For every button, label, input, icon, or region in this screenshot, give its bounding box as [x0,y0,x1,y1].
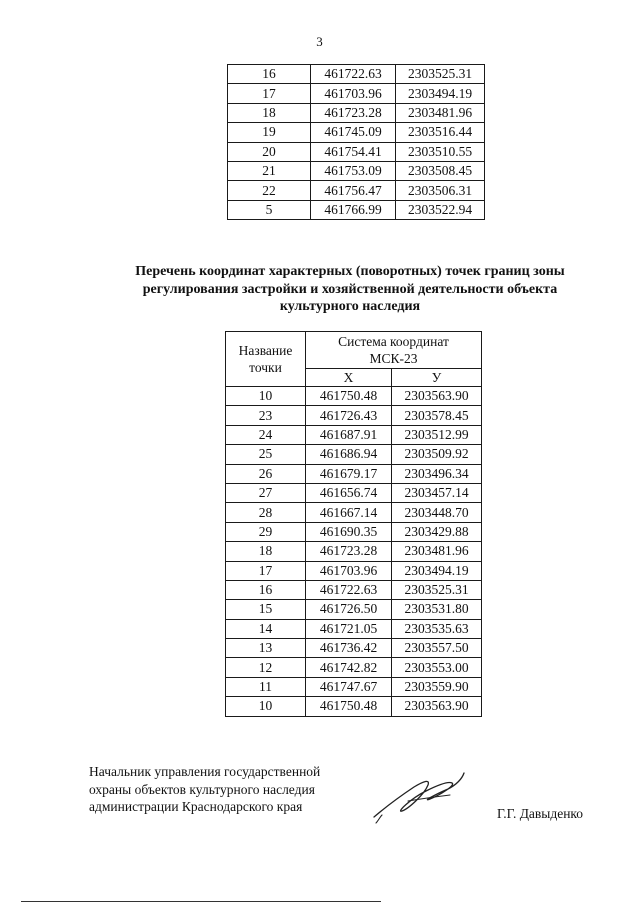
x-coordinate-cell: 461753.09 [311,161,396,180]
point-name-cell: 26 [226,464,306,483]
point-name-cell: 10 [226,697,306,716]
table-row [228,142,485,161]
x-coordinate-cell: 461766.99 [311,200,396,219]
table-row [228,65,485,84]
y-coordinate-cell: 2303448.70 [392,503,482,522]
y-coordinate-cell: 2303510.55 [396,142,485,161]
y-coordinate-cell: 2303481.96 [392,542,482,561]
point-name-cell: 19 [228,123,311,142]
point-name-cell: 13 [226,639,306,658]
y-coordinate-cell: 2303509.92 [392,445,482,464]
y-coordinate-cell: 2303522.94 [396,200,485,219]
y-coordinate-cell: 2303496.34 [392,464,482,483]
heading-line-1: Перечень координат характерных (поворотных) точек границ зоны [135,264,565,279]
point-name-cell: 24 [226,425,306,444]
point-name-cell: 29 [226,522,306,541]
table-row [226,600,482,619]
point-name-cell: 18 [228,103,311,122]
x-coordinate-cell: 461687.91 [306,425,392,444]
table-row [228,161,485,180]
table-row [228,103,485,122]
table-row [226,406,482,425]
coordinates-table [225,331,482,717]
x-coordinate-cell: 461722.63 [311,65,396,84]
point-name-cell: 17 [228,84,311,103]
table-row [226,580,482,599]
table-row [226,464,482,483]
point-name-cell: 15 [226,600,306,619]
heading-line-3: культурного наследия [279,299,421,314]
y-coordinate-cell: 2303457.14 [392,483,482,502]
column-header-coordinate-system: Система координат МСК-23 [306,332,482,369]
table-row [226,619,482,638]
signature-title-line-3: администрации Краснодарского края [89,799,303,814]
y-coordinate-cell: 2303559.90 [392,677,482,696]
x-coordinate-cell: 461747.67 [306,677,392,696]
point-name-cell: 20 [228,142,311,161]
y-coordinate-cell: 2303563.90 [392,387,482,406]
x-coordinate-cell: 461703.96 [306,561,392,580]
x-coordinate-cell: 461750.48 [306,697,392,716]
column-header-x: X [306,369,392,387]
point-name-cell: 12 [226,658,306,677]
x-coordinate-cell: 461726.43 [306,406,392,425]
table-row [228,123,485,142]
x-coordinate-cell: 461754.41 [311,142,396,161]
point-name-cell: 18 [226,542,306,561]
x-coordinate-cell: 461656.74 [306,483,392,502]
x-coordinate-cell: 461703.96 [311,84,396,103]
coordinates-table-continued [227,64,485,220]
point-name-cell: 10 [226,387,306,406]
x-coordinate-cell: 461667.14 [306,503,392,522]
table-row [226,677,482,696]
x-coordinate-cell: 461690.35 [306,522,392,541]
y-coordinate-cell: 2303508.45 [396,161,485,180]
y-coordinate-cell: 2303506.31 [396,181,485,200]
y-coordinate-cell: 2303535.63 [392,619,482,638]
y-coordinate-cell: 2303553.00 [392,658,482,677]
table-row [226,445,482,464]
handwritten-signature [368,765,468,825]
x-coordinate-cell: 461742.82 [306,658,392,677]
point-name-cell: 16 [226,580,306,599]
section-heading [100,263,600,316]
point-name-cell: 27 [226,483,306,502]
table-row [226,561,482,580]
point-name-cell: 11 [226,677,306,696]
y-coordinate-cell: 2303525.31 [396,65,485,84]
x-coordinate-cell: 461721.05 [306,619,392,638]
signature-title-line-2: охраны объектов культурного наследия [89,781,315,797]
table-row [228,200,485,219]
point-name-cell: 5 [228,200,311,219]
x-coordinate-cell: 461722.63 [306,580,392,599]
table-row [226,387,482,406]
point-name-cell: 17 [226,561,306,580]
footer-rule [21,901,381,902]
y-coordinate-cell: 2303512.99 [392,425,482,444]
x-coordinate-cell: 461723.28 [306,542,392,561]
y-coordinate-cell: 2303494.19 [392,561,482,580]
column-header-point-name: Название точки [226,332,306,387]
point-name-cell: 25 [226,445,306,464]
x-coordinate-cell: 461679.17 [306,464,392,483]
table-row [226,425,482,444]
signature-title-line-1: Начальник управления государственной [89,764,321,779]
table-row [228,84,485,103]
signature-title [89,763,320,816]
column-header-y: У [392,369,482,387]
x-coordinate-cell: 461686.94 [306,445,392,464]
point-name-cell: 21 [228,161,311,180]
heading-line-2: регулирования застройки и хозяйственной деятельности объекта [142,281,558,297]
y-coordinate-cell: 2303531.80 [392,600,482,619]
table-row [226,542,482,561]
point-name-cell: 14 [226,619,306,638]
point-name-cell: 22 [228,181,311,200]
y-coordinate-cell: 2303494.19 [396,84,485,103]
y-coordinate-cell: 2303429.88 [392,522,482,541]
y-coordinate-cell: 2303516.44 [396,123,485,142]
y-coordinate-cell: 2303578.45 [392,406,482,425]
point-name-cell: 28 [226,503,306,522]
table-row [226,697,482,716]
y-coordinate-cell: 2303557.50 [392,639,482,658]
x-coordinate-cell: 461750.48 [306,387,392,406]
y-coordinate-cell: 2303525.31 [392,580,482,599]
x-coordinate-cell: 461756.47 [311,181,396,200]
x-coordinate-cell: 461723.28 [311,103,396,122]
y-coordinate-cell: 2303481.96 [396,103,485,122]
x-coordinate-cell: 461745.09 [311,123,396,142]
table-row [228,181,485,200]
x-coordinate-cell: 461726.50 [306,600,392,619]
table-row [226,522,482,541]
table-row [226,658,482,677]
table-row [226,503,482,522]
table-row [226,483,482,502]
point-name-cell: 23 [226,406,306,425]
point-name-cell: 16 [228,65,311,84]
table-row [226,639,482,658]
signatory-name: Г.Г. Давыденко [497,806,584,821]
x-coordinate-cell: 461736.42 [306,639,392,658]
y-coordinate-cell: 2303563.90 [392,697,482,716]
page-number: 3 [316,34,323,49]
